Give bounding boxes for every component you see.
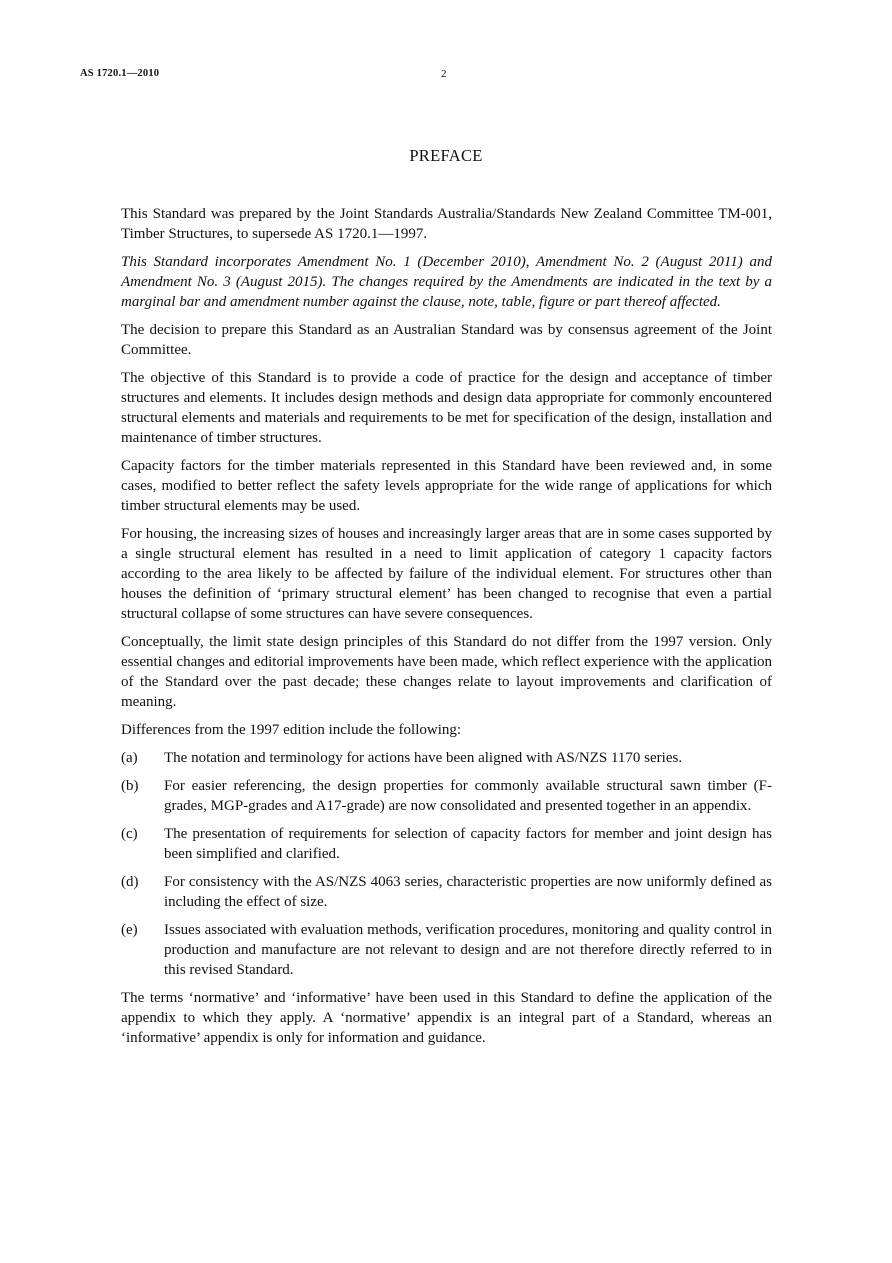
list-item: [121, 872, 772, 912]
paragraph-objective: The objective of this Standard is to provide a code of practice for the design and acceptance of timber structures and elements. It includes design methods and design data appropriate for commonly encountered structural elements and materials and requirements to be met for specification of the design, installation and maintenance of timber structures.: [121, 370, 772, 446]
paragraph-decision: The decision to prepare this Standard as an Australian Standard was by consensus agreement of the Joint Committee.: [121, 322, 772, 358]
list-item-label: (b): [121, 778, 139, 794]
list-item: [121, 824, 772, 864]
list-item: [121, 776, 772, 816]
list-item-text: The notation and terminology for actions have been aligned with AS/NZS 1170 series.: [164, 750, 683, 766]
page-title: PREFACE: [409, 146, 483, 165]
paragraph-amendments: This Standard incorporates Amendment No. 1 (December 2010), Amendment No. 2 (August 2011) and Amendment No. 3 (August 2015). The changes required by the Amendments are indicated in the text by a marginal bar and amendment number against the clause, note, table, figure or part thereof affected.: [121, 254, 772, 310]
list-item: [121, 920, 772, 980]
paragraph-prepared-by: This Standard was prepared by the Joint Standards Australia/Standards New Zealand Committee TM-001, Timber Structures, to supersede AS 1720.1—1997.: [121, 206, 772, 242]
differences-list: [121, 748, 772, 980]
list-item-text: For consistency with the AS/NZS 4063 series, characteristic properties are now uniformly defined as including the effect of size.: [164, 874, 772, 910]
preface-body: [121, 204, 772, 1056]
list-item-text: The presentation of requirements for selection of capacity factors for member and joint design has been simplified and clarified.: [164, 826, 772, 862]
paragraph-housing: For housing, the increasing sizes of houses and increasingly larger areas that are in some cases supported by a single structural element has resulted in a need to limit application of category 1 capacity factors according to the area likely to be affected by failure of the individual element. For structures other than houses the definition of ‘primary structural element’ has been changed to recognise that even a partial structural collapse of some structures can have severe consequences.: [121, 526, 772, 622]
paragraph-differences-intro: Differences from the 1997 edition include the following:: [121, 722, 462, 738]
list-item: [121, 748, 772, 768]
paragraph-normative-informative: The terms ‘normative’ and ‘informative’ have been used in this Standard to define the application of the appendix to which they apply. A ‘normative’ appendix is an integral part of a Standard, whereas an ‘informative’ appendix is only for information and guidance.: [121, 990, 772, 1046]
list-item-label: (d): [121, 874, 139, 890]
paragraph-conceptually: Conceptually, the limit state design principles of this Standard do not differ from the 1997 version. Only essential changes and editorial improvements have been made, which reflect experience with the application of the Standard over the past decade; these changes relate to layout improvements and clarification of meaning.: [121, 634, 772, 710]
standard-designation: AS 1720.1—2010: [80, 68, 160, 79]
list-item-label: (a): [121, 750, 138, 766]
list-item-text: For easier referencing, the design properties for commonly available structural sawn timber (F-grades, MGP-grades and A17-grade) are now consolidated and presented together in an appendix.: [164, 778, 772, 814]
paragraph-capacity-factors: Capacity factors for the timber materials represented in this Standard have been reviewed and, in some cases, modified to better reflect the safety levels appropriate for the wide range of applications for which timber structural elements may be used.: [121, 458, 772, 514]
list-item-text: Issues associated with evaluation methods, verification procedures, monitoring and quality control in production and manufacture are not relevant to design and are not therefore directly referred to in this revised Standard.: [164, 922, 772, 978]
page-number: 2: [441, 68, 447, 80]
list-item-label: (c): [121, 826, 138, 842]
list-item-label: (e): [121, 922, 138, 938]
